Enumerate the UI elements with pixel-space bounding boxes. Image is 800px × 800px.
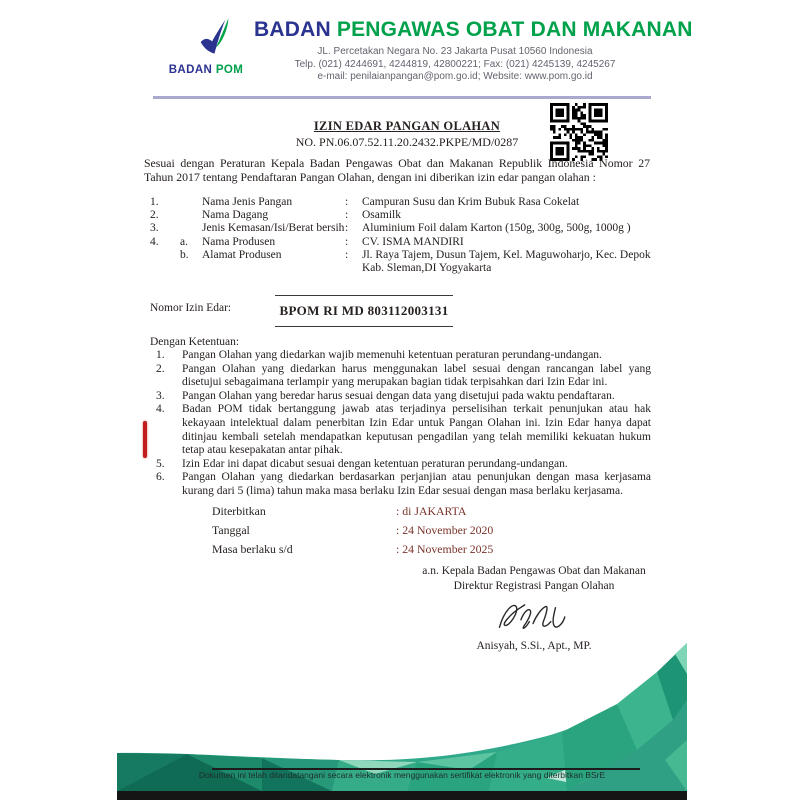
bpom-logo-text: BADAN POM: [168, 64, 244, 76]
term-number: 3.: [156, 389, 165, 402]
issue-row: [212, 540, 612, 559]
row-value: Jl. Raya Tajem, Dusun Tajem, Kel. Maguwoharjo, Kec. Depok Kab. Sleman,DI Yogyakarta: [362, 248, 651, 275]
row-label: Jenis Kemasan/Isi/Berat bersih: [202, 222, 345, 235]
term-item: [150, 349, 651, 363]
issue-label: Tanggal: [212, 523, 250, 537]
term-item: [150, 390, 651, 404]
term-text: Pangan Olahan yang beredar harus sesuai dengan data yang disetujui pada waktu pendaftaran.: [182, 389, 615, 402]
row-value: Osamilk: [362, 209, 401, 222]
row-number: 4.: [150, 235, 159, 248]
term-text: Izin Edar ini dapat dicabut sesuai dengan ketentuan peraturan perundang-undangan.: [182, 457, 568, 470]
issue-value: : di JAKARTA: [396, 504, 467, 518]
row-value-line2: Kab. Sleman,DI Yogyakarta: [362, 262, 492, 275]
term-number: 2.: [156, 362, 165, 375]
issue-label: Diterbitkan: [212, 504, 266, 518]
detail-row: [150, 236, 655, 249]
row-number: 2.: [150, 209, 159, 222]
permit-number: BPOM RI MD 803112003131: [279, 303, 449, 318]
detail-row: [150, 222, 655, 235]
term-item: [150, 471, 651, 498]
detail-row: [150, 196, 655, 209]
electronic-signature-note: Dokumen ini telah ditandatangani secara elektronik menggunakan sertifikat elektronik yang diterbitkan BSrE: [198, 770, 606, 780]
issue-info: [212, 502, 612, 559]
row-subletter: b.: [180, 248, 189, 261]
term-number: 1.: [156, 349, 165, 361]
product-details: [150, 196, 655, 275]
row-colon: :: [345, 248, 349, 261]
term-text: Pangan Olahan yang diedarkan wajib memenuhi ketentuan peraturan perundang-undangan.: [182, 349, 602, 361]
row-value: CV. ISMA MANDIRI: [362, 235, 464, 248]
detail-row: [150, 249, 655, 275]
row-label: Alamat Produsen: [202, 248, 282, 261]
document-title-block: [202, 119, 612, 150]
document-number: NO. PN.06.07.52.11.20.2432.PKPE/MD/0287: [295, 135, 519, 149]
letterhead: [254, 18, 693, 82]
org-phone: Telp. (021) 4244691, 4244819, 42800221; Fax: (021) 4245139, 4245267: [294, 58, 616, 70]
term-text: Pangan Olahan yang diedarkan berdasarkan perjanjian atau penunjukan dengan masa kerjasama kurang dari 5 (lima) tahun maka masa berlaku Izin Edar sesuai dengan masa berlaku kerjasama.: [182, 471, 651, 497]
issue-row: [212, 502, 612, 521]
intro-paragraph: Sesuai dengan Peraturan Kepala Badan Pengawas Obat dan Makanan Republik Indonesia Nomor 27 Tahun 2017 tentang Pendaftaran Pangan Olahan, dengan ini diberikan izin edar pangan olahan :: [144, 156, 650, 185]
signatory-title-line1: a.n. Kepala Badan Pengawas Obat dan Makanan: [422, 565, 646, 577]
row-subletter: a.: [180, 235, 188, 248]
terms-heading: Dengan Ketentuan:: [150, 336, 240, 348]
signatory-title-line2: Direktur Registrasi Pangan Olahan: [453, 579, 615, 592]
bpom-swoosh-icon: [193, 10, 239, 62]
row-number: 1.: [150, 196, 159, 208]
issue-value: : 24 November 2020: [396, 523, 494, 537]
signature-scribble-icon: [492, 597, 576, 637]
document-title: IZIN EDAR PANGAN OLAHAN: [313, 119, 501, 133]
org-contact: e-mail: penilaianpangan@pom.go.id; Website: www.pom.go.id: [317, 71, 593, 82]
row-label: Nama Dagang: [202, 209, 269, 222]
term-item: [150, 403, 651, 457]
term-item: [150, 363, 651, 390]
term-text: Badan POM tidak bertanggung jawab atas terjadinya perselisihan terkait penunjukan atau hak kekayaan intelektual dalam penerbitan Izin Edar untuk Pangan Olahan ini. Izin Edar hanya dapat ditinjau kembali setelah mendapatkan keputusan pengadilan yang telah memiliki kekuatan hukum tetap atau kesepakatan antar pihak.: [182, 403, 651, 457]
bottom-black-bar: [117, 791, 687, 800]
permit-document: [117, 0, 693, 800]
org-name: BADAN PENGAWAS OBAT DAN MAKANAN: [254, 18, 693, 41]
row-colon: :: [345, 209, 349, 222]
term-item: [150, 458, 651, 472]
row-value: Aluminium Foil dalam Karton (150g, 300g, 500g, 1000g ): [362, 222, 631, 235]
red-pen-mark: [143, 421, 147, 458]
row-colon: :: [345, 222, 349, 235]
row-colon: :: [345, 235, 349, 248]
row-number: 3.: [150, 222, 159, 235]
terms-list: [150, 349, 651, 499]
row-colon: :: [345, 196, 349, 208]
term-number: 6.: [156, 471, 165, 484]
term-number: 5.: [156, 457, 165, 470]
permit-number-box: [275, 295, 453, 327]
permit-number-label: Nomor Izin Edar:: [150, 302, 232, 314]
header-divider: [153, 96, 651, 99]
row-label: Nama Jenis Pangan: [202, 196, 293, 208]
row-value: Campuran Susu dan Krim Bubuk Rasa Cokelat: [362, 196, 580, 208]
term-text: Pangan Olahan yang diedarkan harus menggunakan label sesuai dengan rancangan label yang disetujui sebagaimana terlampir yang merupakan bagian tidak terpisahkan dari Izin Edar ini.: [182, 362, 651, 389]
detail-row: [150, 209, 655, 222]
issue-row: [212, 521, 612, 540]
row-label: Nama Produsen: [202, 235, 276, 248]
term-number: 4.: [156, 403, 165, 416]
bpom-logo: [165, 10, 247, 90]
org-address: JL. Percetakan Negara No. 23 Jakarta Pusat 10560 Indonesia: [317, 46, 593, 57]
issue-label: Masa berlaku s/d: [212, 542, 293, 556]
issue-value: : 24 November 2025: [396, 542, 494, 556]
signatory-name: Anisyah, S.Si., Apt., MP.: [476, 640, 592, 652]
